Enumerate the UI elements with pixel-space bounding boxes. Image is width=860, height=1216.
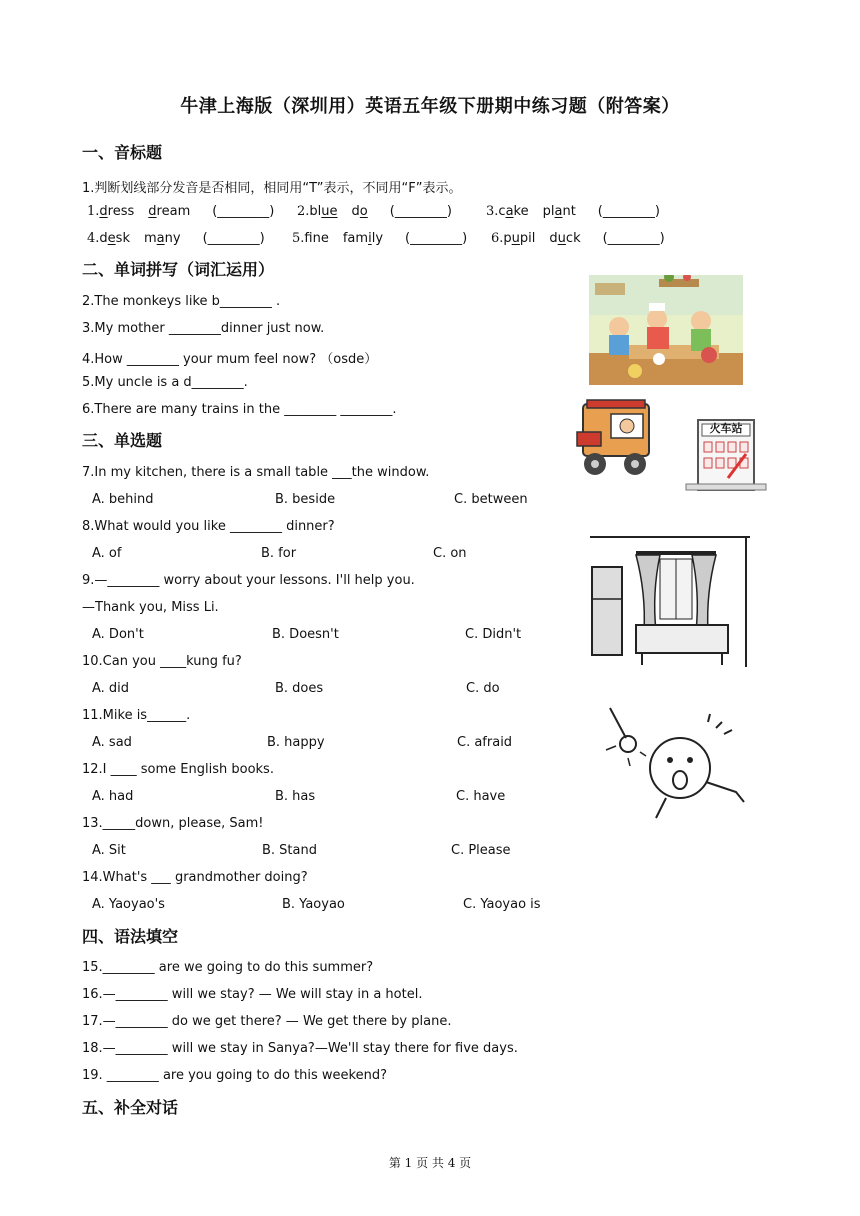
question-6: 6.There are many trains in the ________ ________. (82, 402, 397, 417)
q9-option-b[interactable]: B. Doesn't (272, 627, 339, 642)
word-duck: duck (549, 231, 581, 246)
phonics-item-5 (292, 231, 467, 246)
q12-option-c[interactable]: C. have (456, 789, 506, 804)
q1-instruction: 1.判断划线部分发音是否相同，相同用“T”表示，不同用“F”表示。 (82, 181, 462, 196)
phonics-item-4 (87, 231, 265, 246)
word-pupil: pupil (503, 231, 536, 246)
question-19: 19. ________ are you going to do this weekend? (82, 1068, 388, 1083)
item-number: 6. (491, 231, 504, 246)
question-8: 8.What would you like ________ dinner? (82, 519, 335, 534)
question-18: 18.—________ will we stay in Sanya?—We'll stay there for five days. (82, 1041, 518, 1056)
q8-option-b[interactable]: B. for (261, 546, 297, 561)
q13-option-c[interactable]: C. Please (451, 843, 511, 858)
q10-option-c[interactable]: C. do (466, 681, 500, 696)
q10-option-a[interactable]: A. did (92, 681, 130, 696)
railway-station-picture (684, 410, 768, 494)
question-12: 12.I ____ some English books. (82, 762, 274, 777)
word-many: many (143, 231, 181, 246)
item-number: 4. (87, 231, 100, 246)
question-16: 16.—________ will we stay? — We will stay in a hotel. (82, 987, 423, 1002)
q8-option-c[interactable]: C. on (433, 546, 467, 561)
question-13: 13._____down, please, Sam! (82, 816, 264, 831)
section-heading-multiple-choice: 三、单选题 (82, 431, 163, 450)
page-title: 牛津上海版（深圳用）英语五年级下册期中练习题（附答案） (180, 96, 680, 117)
item-number: 2. (297, 204, 310, 219)
q7-option-c[interactable]: C. between (454, 492, 528, 507)
q11-option-b[interactable]: B. happy (267, 735, 325, 750)
word-family: family (342, 231, 384, 246)
answer-blank[interactable]: (________) (212, 204, 275, 219)
question-17: 17.—________ do we get there? — We get there by plane. (82, 1014, 452, 1029)
q7-option-b[interactable]: B. beside (275, 492, 336, 507)
children-cooking-picture (589, 275, 743, 385)
word-blue: blue (309, 204, 338, 219)
q13-option-b[interactable]: B. Stand (262, 843, 317, 858)
question-5: 5.My uncle is a d________. (82, 375, 248, 390)
answer-blank[interactable]: (________) (405, 231, 468, 246)
phonics-item-3 (486, 204, 660, 219)
q12-option-b[interactable]: B. has (275, 789, 316, 804)
question-4: 4.How ________ your mum feel now? （osde） (82, 352, 378, 367)
section-heading-spelling: 二、单词拼写（词汇运用） (82, 260, 275, 279)
phonics-item-1 (87, 204, 274, 219)
q8-option-a[interactable]: A. of (92, 546, 122, 561)
q12-option-a[interactable]: A. had (92, 789, 134, 804)
item-number: 5. (292, 231, 305, 246)
station-sign-text: 火车站 (709, 422, 743, 435)
question-9-reply: —Thank you, Miss Li. (82, 600, 219, 615)
word-dress: dress (99, 204, 135, 219)
question-14: 14.What's ___ grandmother doing? (82, 870, 308, 885)
question-10: 10.Can you ____kung fu? (82, 654, 242, 669)
page-footer: 第 1 页 共 4 页 (388, 1156, 472, 1170)
q11-option-c[interactable]: C. afraid (457, 735, 513, 750)
word-cake: cake (498, 204, 529, 219)
question-9: 9.—________ worry about your lessons. I'll help you. (82, 573, 415, 588)
q11-option-a[interactable]: A. sad (92, 735, 132, 750)
answer-blank[interactable]: (________) (602, 231, 665, 246)
answer-blank[interactable]: (________) (597, 204, 660, 219)
word-do: do (351, 204, 368, 219)
item-number: 3. (486, 204, 499, 219)
word-plant: plant (542, 204, 576, 219)
q14-option-b[interactable]: B. Yaoyao (282, 897, 345, 912)
question-11: 11.Mike is______. (82, 708, 191, 723)
question-3: 3.My mother ________dinner just now. (82, 321, 325, 336)
question-7: 7.In my kitchen, there is a small table ___the window. (82, 465, 430, 480)
q14-option-c[interactable]: C. Yaoyao is (463, 897, 541, 912)
question-2: 2.The monkeys like b________ . (82, 294, 281, 309)
section-heading-grammar: 四、语法填空 (82, 927, 179, 946)
q9-option-c[interactable]: C. Didn't (465, 627, 522, 642)
q13-option-a[interactable]: A. Sit (92, 843, 126, 858)
truck-driver-picture (573, 398, 659, 480)
answer-blank[interactable]: (________) (389, 204, 452, 219)
item-number: 1. (87, 204, 100, 219)
word-dream: dream (148, 204, 191, 219)
q9-option-a[interactable]: A. Don't (92, 627, 144, 642)
scared-boy-picture (596, 702, 752, 822)
question-15: 15.________ are we going to do this summer? (82, 960, 374, 975)
room-window-picture (586, 533, 754, 671)
q7-option-a[interactable]: A. behind (92, 492, 154, 507)
section-heading-phonics: 一、音标题 (82, 143, 163, 162)
section-heading-dialogue: 五、补全对话 (82, 1098, 179, 1117)
phonics-item-2 (297, 204, 452, 219)
word-fine: fne (304, 231, 329, 246)
word-desk: desk (99, 231, 130, 246)
phonics-item-6 (491, 231, 665, 246)
q10-option-b[interactable]: B. does (275, 681, 324, 696)
q14-option-a[interactable]: A. Yaoyao's (92, 897, 165, 912)
answer-blank[interactable]: (________) (202, 231, 265, 246)
